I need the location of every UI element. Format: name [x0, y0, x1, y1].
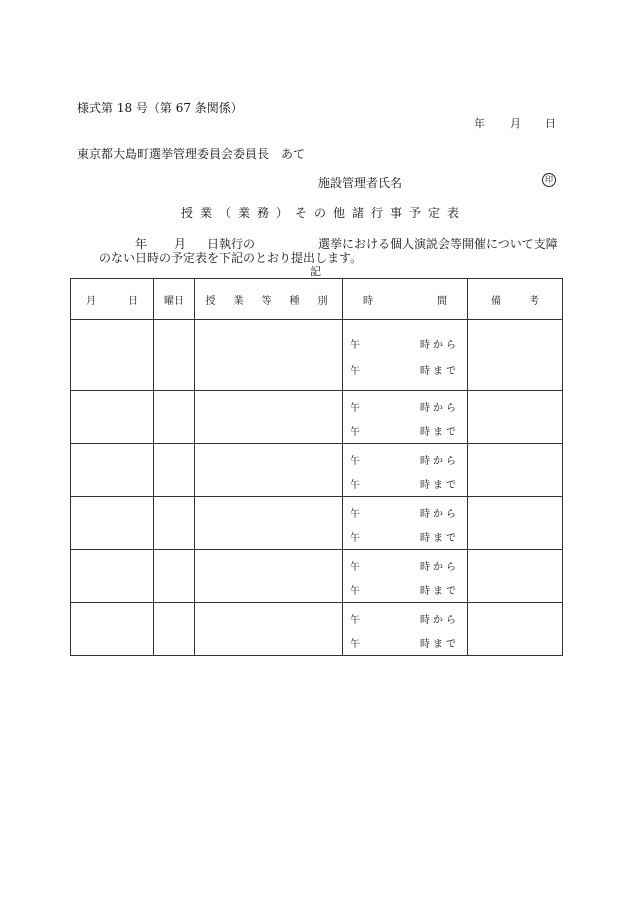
cell-time[interactable]	[343, 550, 468, 603]
time-from-am-pm: 午	[350, 340, 360, 351]
cell-time[interactable]	[343, 497, 468, 550]
cell-remarks[interactable]	[468, 603, 563, 656]
form-number: 様式第 18 号（第 67 条関係）	[77, 101, 243, 115]
table-row	[71, 603, 563, 656]
table-row	[71, 550, 563, 603]
cell-weekday[interactable]	[154, 550, 195, 603]
cell-month-day[interactable]	[71, 550, 154, 603]
seal-mark: 印	[542, 173, 556, 187]
time-to-am-pm: 午	[350, 533, 360, 544]
cell-remarks[interactable]	[468, 320, 563, 391]
time-to-label: 時まで	[420, 639, 459, 650]
cell-time[interactable]	[343, 391, 468, 444]
body-text-line1: 選挙における個人演説会等開催について支障	[318, 237, 558, 251]
body-month-label: 月	[174, 237, 187, 251]
time-from-am-pm: 午	[350, 456, 360, 467]
header-activity-type: 授 業 等 種 別	[195, 279, 343, 320]
cell-month-day[interactable]	[71, 444, 154, 497]
time-to-label: 時まで	[420, 366, 459, 377]
time-to-label: 時まで	[420, 586, 459, 597]
cell-month-day[interactable]	[71, 391, 154, 444]
cell-activity-type[interactable]	[195, 391, 343, 444]
header-remarks	[468, 279, 563, 320]
time-to-am-pm: 午	[350, 639, 360, 650]
schedule-table	[70, 278, 563, 656]
document-title: 授業（業務）その他諸行事予定表	[181, 206, 467, 220]
cell-weekday[interactable]	[154, 603, 195, 656]
table-row	[71, 391, 563, 444]
cell-time[interactable]	[343, 603, 468, 656]
cell-activity-type[interactable]	[195, 603, 343, 656]
cell-remarks[interactable]	[468, 550, 563, 603]
cell-weekday[interactable]	[154, 320, 195, 391]
date-month-label: 月	[510, 117, 521, 130]
cell-activity-type[interactable]	[195, 320, 343, 391]
addressee: 東京都大島町選挙管理委員会委員長 あて	[77, 147, 306, 161]
time-from-label: 時から	[420, 562, 459, 573]
date-day-label: 日	[545, 117, 556, 130]
time-to-am-pm: 午	[350, 586, 360, 597]
cell-time[interactable]	[343, 320, 468, 391]
cell-time[interactable]	[343, 444, 468, 497]
header-time-left: 時	[363, 295, 373, 307]
header-time	[343, 279, 468, 320]
header-remarks-left: 備	[491, 295, 501, 307]
table-row	[71, 444, 563, 497]
time-to-label: 時まで	[420, 427, 459, 438]
time-to-label: 時まで	[420, 533, 459, 544]
time-to-am-pm: 午	[350, 366, 360, 377]
cell-activity-type[interactable]	[195, 497, 343, 550]
time-from-am-pm: 午	[350, 509, 360, 520]
cell-remarks[interactable]	[468, 391, 563, 444]
cell-activity-type[interactable]	[195, 550, 343, 603]
cell-remarks[interactable]	[468, 444, 563, 497]
body-text-line2: のない日時の予定表を下記のとおり提出します。	[99, 251, 363, 265]
ki-marker: 記	[310, 265, 321, 278]
time-from-am-pm: 午	[350, 403, 360, 414]
header-time-right: 間	[437, 295, 447, 307]
date-year-label: 年	[474, 117, 485, 130]
cell-activity-type[interactable]	[195, 444, 343, 497]
header-remarks-right: 考	[529, 295, 539, 307]
cell-month-day[interactable]	[71, 497, 154, 550]
time-to-label: 時まで	[420, 480, 459, 491]
table-row	[71, 320, 563, 391]
cell-month-day[interactable]	[71, 603, 154, 656]
time-from-label: 時から	[420, 509, 459, 520]
facility-manager-label: 施設管理者氏名	[318, 176, 403, 190]
time-from-label: 時から	[420, 615, 459, 626]
header-month: 月	[86, 295, 96, 307]
time-from-am-pm: 午	[350, 562, 360, 573]
header-weekday: 曜日	[154, 279, 195, 320]
time-from-label: 時から	[420, 403, 459, 414]
cell-weekday[interactable]	[154, 497, 195, 550]
table-row	[71, 497, 563, 550]
cell-weekday[interactable]	[154, 444, 195, 497]
body-day-exec-label: 日執行の	[207, 237, 256, 251]
cell-weekday[interactable]	[154, 391, 195, 444]
time-to-am-pm: 午	[350, 427, 360, 438]
time-from-am-pm: 午	[350, 615, 360, 626]
time-to-am-pm: 午	[350, 480, 360, 491]
cell-remarks[interactable]	[468, 497, 563, 550]
time-from-label: 時から	[420, 340, 459, 351]
time-from-label: 時から	[420, 456, 459, 467]
body-year-label: 年	[135, 237, 148, 251]
header-day: 日	[128, 295, 138, 307]
cell-month-day[interactable]	[71, 320, 154, 391]
table-header-row	[71, 279, 563, 320]
header-month-day	[71, 279, 154, 320]
